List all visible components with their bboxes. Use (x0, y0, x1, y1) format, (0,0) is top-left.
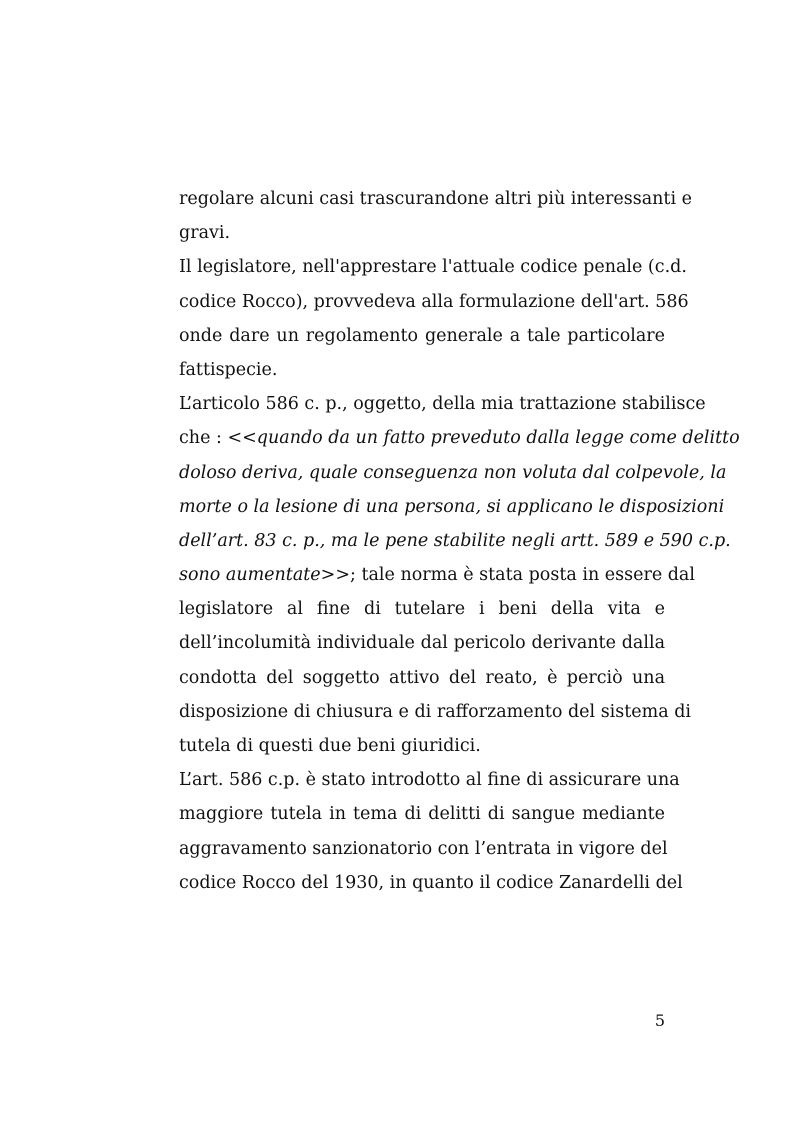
quoted-law-text: quando da un fatto preveduto dalla legge come delitto (256, 428, 740, 449)
text-line (179, 490, 725, 524)
text-line: tutela di questi due beni giuridici. (179, 736, 481, 756)
text-line: onde dare un regolamento generale a tale particolare (179, 325, 665, 346)
text-line: aggravamento sanzionatorio con l’entrata in vigore del (179, 838, 668, 859)
text-line: legislatore al fine di tutelare i beni della vita e (179, 599, 665, 620)
text-line: codice Rocco), provvedeva alla formulazione dell'art. 586 (179, 291, 689, 312)
page-number: 5 (654, 1011, 665, 1030)
text-line: codice Rocco del 1930, in quanto il codice Zanardelli del (179, 872, 683, 893)
text-line: disposizione di chiusura e di rafforzamento del sistema di (179, 701, 692, 722)
text-line: L’art. 586 c.p. è stato introdotto al fine di assicurare una (179, 770, 680, 791)
paragraph (179, 182, 692, 250)
text-line: condotta del soggetto attivo del reato, è perciò una (179, 667, 665, 688)
text-line: gravi. (179, 223, 231, 244)
text-line: che : <<quando da un fatto preveduto dalla legge come delitto (179, 428, 740, 449)
text-line: fattispecie. (179, 359, 278, 380)
text-line: L’articolo 586 c. p., oggetto, della mia trattazione stabilisce (179, 394, 706, 415)
text-line (179, 456, 727, 490)
text-line: Il legislatore, nell'apprestare l'attuale codice penale (c.d. (179, 257, 687, 278)
text-line: regolare alcuni casi trascurandone altri più interessanti e (179, 189, 692, 209)
text-line: sono aumentate>>; tale norma è stata posta in essere dal (179, 565, 695, 586)
quoted-law-text: morte o la lesione di una persona, si applicano le disposizioni (179, 496, 725, 517)
paragraph (179, 250, 689, 387)
text-line (179, 524, 731, 558)
text-line: maggiore tutela in tema di delitti di sangue mediante (179, 804, 665, 825)
quoted-law-text: doloso deriva, quale conseguenza non voluta dal colpevole, la (179, 462, 727, 483)
paragraph (179, 387, 740, 763)
page-body (179, 182, 740, 900)
paragraph (179, 763, 683, 900)
quoted-law-text: dell’art. 83 c. p., ma le pene stabilite negli artt. 589 e 590 c.p. (179, 530, 731, 551)
quoted-law-text: sono aumentate (179, 565, 321, 586)
text-line: dell’incolumità individuale dal pericolo derivante dalla (179, 633, 665, 654)
